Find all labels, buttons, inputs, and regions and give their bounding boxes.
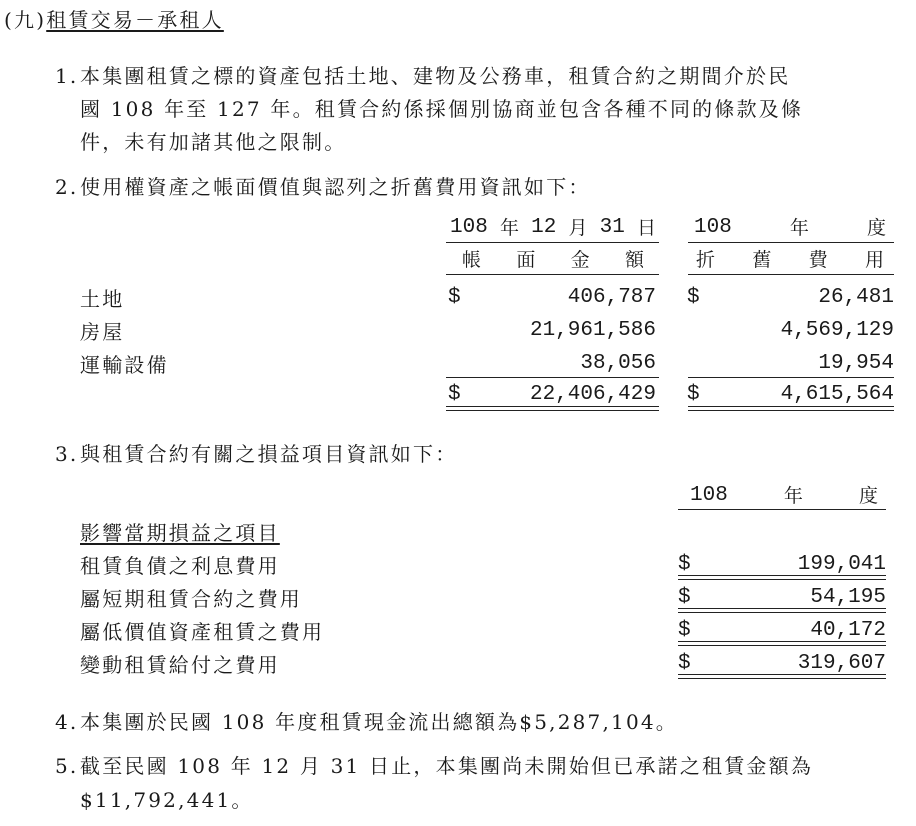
item3-row-cur: $ (678, 652, 691, 675)
item2-row-label: 土地 (80, 287, 125, 311)
item3-row-label: 租賃負債之利息費用 (80, 554, 280, 578)
item2-row-val1: 21,961,586 (529, 319, 656, 342)
item2-row-cur1: $ (448, 286, 461, 309)
item1-number: 1. (55, 64, 79, 88)
item1-line-2: 國 108 年至 127 年。租賃合約係採個別協商並包含各種不同的條款及條 (80, 97, 804, 121)
item3-row-label: 屬低價值資產租賃之費用 (80, 620, 325, 644)
item2-row-val1: 406,787 (567, 286, 656, 309)
item2-subtotal-rule-col2 (688, 377, 894, 378)
section-title-text: 租賃交易－承租人 (46, 8, 224, 32)
item2-col1-label-header: 帳 面 金 額 (462, 249, 644, 271)
item2-number: 2. (55, 175, 79, 199)
item2-row-val1: 38,056 (580, 352, 656, 375)
section-title (4, 8, 224, 32)
item2-row-cur2: $ (687, 286, 700, 309)
item2-subtotal-rule-col1 (446, 377, 659, 378)
item3-row-cur: $ (678, 553, 691, 576)
item3-row-label: 屬短期租賃合約之費用 (80, 587, 302, 611)
item3-intro: 與租賃合約有關之損益項目資訊如下： (80, 442, 458, 466)
item2-row-val2: 26,481 (818, 286, 894, 309)
section-prefix: (九) (4, 8, 47, 32)
item2-col2-label-header: 折 舊 費 用 (696, 249, 884, 271)
item2-col1-header-rule-2 (446, 274, 659, 275)
item2-total-cur1: $ (448, 383, 461, 406)
item3-row-val: 199,041 (797, 553, 886, 576)
item2-col1-header-rule-1 (446, 242, 659, 243)
item3-col-header: 108 年 度 (690, 484, 878, 507)
item3-row-val: 319,607 (797, 652, 886, 675)
item2-row-label: 房屋 (80, 320, 125, 344)
item2-col2-header-rule-1 (688, 242, 894, 243)
item2-total-double-rule-col2 (688, 406, 894, 411)
item2-intro: 使用權資產之帳面價值與認列之折舊費用資訊如下： (80, 175, 591, 199)
item2-total-val2: 4,615,564 (780, 383, 894, 406)
item4-text: 本集團於民國 108 年度租賃現金流出總額為$5,287,104。 (80, 710, 678, 734)
item2-total-cur2: $ (687, 383, 700, 406)
item3-row-cur: $ (678, 586, 691, 609)
item5-number: 5. (55, 754, 79, 778)
item2-col2-year-header: 108 年 度 (694, 216, 886, 239)
item2-total-double-rule-col1 (446, 406, 659, 411)
item3-row-double-rule (678, 641, 886, 646)
item3-subheading: 影響當期損益之項目 (80, 521, 280, 545)
item3-number: 3. (55, 442, 79, 466)
item3-row-val: 40,172 (810, 619, 886, 642)
item2-row-val2: 4,569,129 (780, 319, 894, 342)
item4-number: 4. (55, 710, 79, 734)
item2-row-label: 運輸設備 (80, 353, 169, 377)
item1-line-1: 本集團租賃之標的資產包括土地、建物及公務車，租賃合約之期間介於民 (80, 64, 791, 88)
item3-col-header-rule (678, 509, 886, 510)
item3-row-label: 變動租賃給付之費用 (80, 653, 280, 677)
item2-total-val1: 22,406,429 (529, 383, 656, 406)
item1-line-3: 件，未有加諸其他之限制。 (80, 130, 347, 154)
item3-row-val: 54,195 (810, 586, 886, 609)
item2-col1-date-header: 108 年 12 月 31 日 (450, 216, 656, 239)
item5-line-1: 截至民國 108 年 12 月 31 日止，本集團尚未開始但已承諾之租賃金額為 (80, 754, 814, 778)
item3-row-cur: $ (678, 619, 691, 642)
item2-row-val2: 19,954 (818, 352, 894, 375)
item3-row-double-rule (678, 608, 886, 613)
item5-line-2: $11,792,441。 (80, 788, 254, 812)
item3-row-double-rule (678, 575, 886, 580)
item3-row-double-rule (678, 674, 886, 679)
item2-col2-header-rule-2 (688, 274, 894, 275)
